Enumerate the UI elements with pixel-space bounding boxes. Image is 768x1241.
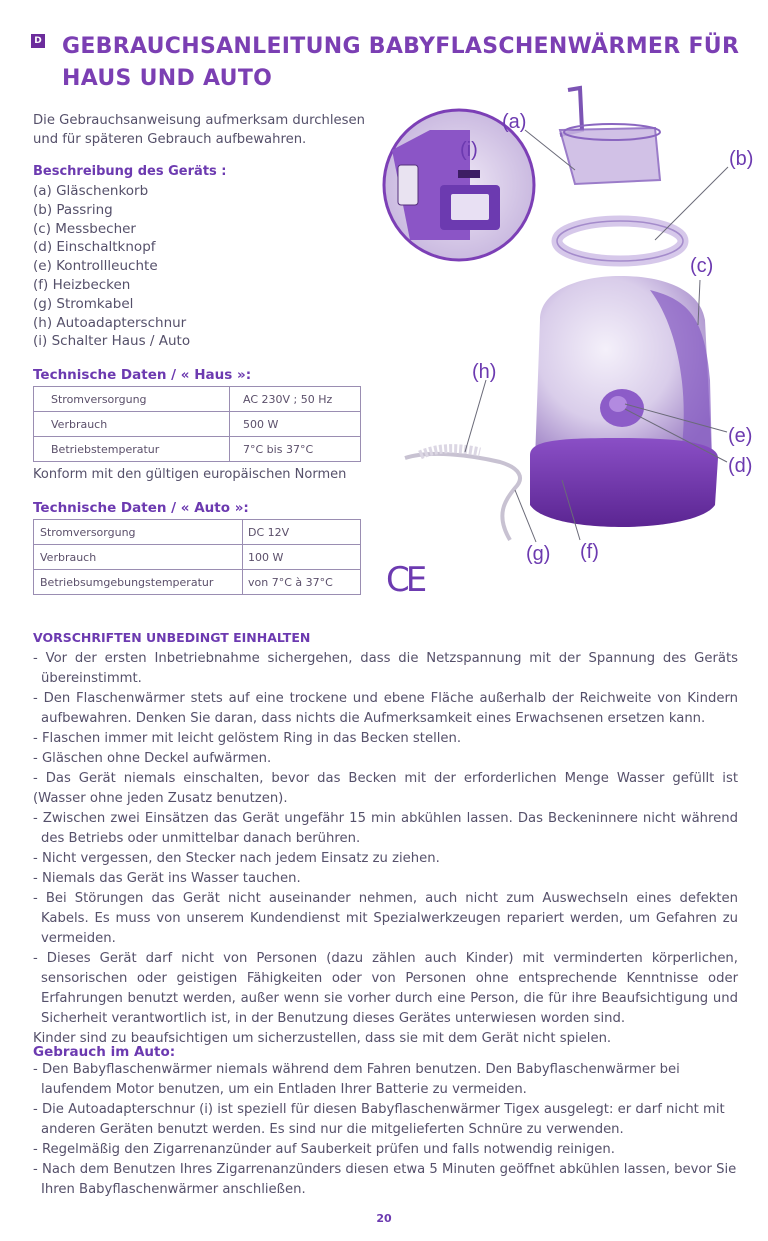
table-cell-label: Stromversorgung: [34, 387, 230, 412]
intro-text: Die Gebrauchsanweisung aufmerksam durchlesen und für späteren Gebrauch aufbewahren.: [33, 113, 365, 147]
list-item: - Das Gerät niemals einschalten, bevor das Becken mit der erforderlichen Menge Wasser gefüllt ist (Wasser ohne jeden Zusatz benutzen).: [33, 771, 738, 806]
list-item: - Zwischen zwei Einsätzen das Gerät ungefähr 15 min abkühlen lassen. Das Beckeninnere nicht während des Betriebs oder unmittelbar danach berühren.: [33, 811, 738, 846]
rules-closing: Kinder sind zu beaufsichtigen um sicherzustellen, dass sie mit dem Gerät nicht spielen.: [33, 1031, 612, 1046]
list-item: - Die Autoadapterschnur (i) ist speziell für diesen Babyflaschenwärmer Tigex ausgelegt: er darf nicht mit anderen Geräten benutzt werden. Es sind nur die mitgelieferten Schnüre zu verwenden.: [33, 1102, 725, 1137]
list-item: - Regelmäßig den Zigarrenanzünder auf Sauberkeit prüfen und falls notwendig reinigen.: [33, 1142, 615, 1157]
table-cell-label: Betriebsumgebungstemperatur: [34, 570, 243, 595]
list-item: - Flaschen immer mit leicht gelöstem Ring in das Becken stellen.: [33, 731, 462, 746]
label-h: (h): [472, 361, 497, 383]
label-g: (g): [526, 543, 551, 565]
description-item: (e) Kontrollleuchte: [33, 258, 158, 275]
tech-auto-table: [33, 519, 361, 595]
list-item: - Dieses Gerät darf nicht von Personen (dazu zählen auch Kinder) mit verminderten körperlichen, sensorischen oder geistigen Fähigkeiten oder von Personen ohne entsprechende Kenntnisse oder Erfahrungen benutzt werden, außer wenn sie vorher durch eine Person, die für ihre Beaufsichtigung und Sicherheit verantwortlich ist, in der Benutzung dieses Gerätes unterwiesen worden sind.: [33, 951, 738, 1026]
description-item: (f) Heizbecken: [33, 276, 131, 293]
table-cell-value: 500 W: [230, 412, 361, 437]
description-item: (a) Gläschenkorb: [33, 183, 149, 199]
table-row: [34, 545, 361, 570]
description-list: [33, 182, 190, 351]
ce-mark: CE: [386, 560, 424, 600]
table-row: [34, 570, 361, 595]
description-heading: Beschreibung des Geräts :: [33, 164, 227, 179]
tech-haus-table: [33, 386, 361, 462]
label-e: (e): [728, 425, 753, 447]
label-a: (a): [502, 111, 527, 133]
warmer-body: [530, 276, 718, 527]
list-item: - Niemals das Gerät ins Wasser tauchen.: [33, 871, 301, 886]
table-row: [34, 387, 361, 412]
auto-use-heading: Gebrauch im Auto:: [33, 1044, 176, 1060]
power-cord: [405, 449, 520, 540]
list-item: - Den Flaschenwärmer stets auf eine trockene und ebene Fläche außerhalb der Reichweite von Kindern aufbewahren. Denken Sie daran, dass nichts die Aufmerksamkeit eines Erwachsenen ersetzen kann.: [33, 691, 738, 726]
table-cell-label: Stromversorgung: [34, 520, 243, 545]
label-b: (b): [729, 148, 754, 170]
list-item: - Nach dem Benutzen Ihres Zigarrenanzünders diesen etwa 5 Minuten geöffnet abkühlen lassen, bevor Sie Ihren Babyflaschenwärmer anschließen.: [33, 1162, 737, 1197]
tech-auto-heading: Technische Daten / « Auto »:: [33, 500, 249, 516]
label-i: (i): [460, 139, 478, 161]
page-title: GEBRAUCHSANLEITUNG BABYFLASCHENWÄRMER FÜR HAUS UND AUTO: [62, 34, 740, 91]
list-item: - Bei Störungen das Gerät nicht auseinander nehmen, auch nicht zum Auswechseln eines defekten Kabels. Es muss von unserem Kundendienst mit Spezialwerkzeugen repariert werden, um Gefahren zu vermeiden.: [33, 891, 738, 946]
description-item: (h) Autoadapterschnur: [33, 314, 187, 331]
language-badge: D: [31, 34, 45, 48]
list-item: - Nicht vergessen, den Stecker nach jedem Einsatz zu ziehen.: [33, 851, 440, 866]
table-cell-value: 7°C bis 37°C: [230, 437, 361, 462]
description-item: (g) Stromkabel: [33, 295, 134, 312]
list-item: - Den Babyflaschenwärmer niemals während dem Fahren benutzen. Den Babyflaschenwärmer bei laufendem Motor benutzen, um ein Entladen Ihrer Batterie zu vermeiden.: [33, 1062, 680, 1097]
table-row: [34, 520, 361, 545]
table-cell-label: Verbrauch: [34, 545, 243, 570]
page-number: 20: [376, 1212, 392, 1225]
description-item: (d) Einschaltknopf: [33, 239, 156, 256]
auto-use-list: [33, 1060, 738, 1200]
table-cell-label: Betriebstemperatur: [34, 437, 230, 462]
table-cell-value: 100 W: [243, 545, 361, 570]
description-item: (c) Messbecher: [33, 220, 136, 237]
list-item: - Vor der ersten Inbetriebnahme sichergehen, dass die Netzspannung mit der Spannung des Geräts übereinstimmt.: [33, 651, 738, 686]
product-illustration: [380, 82, 768, 602]
label-f: (f): [580, 541, 599, 563]
table-cell-value: AC 230V ; 50 Hz: [230, 387, 361, 412]
rules-list: [33, 649, 738, 1049]
description-item: (b) Passring: [33, 201, 113, 218]
tech-haus-heading: Technische Daten / « Haus »:: [33, 367, 252, 383]
table-cell-value: von 7°C à 37°C: [243, 570, 361, 595]
table-cell-label: Verbrauch: [34, 412, 230, 437]
description-item: (i) Schalter Haus / Auto: [33, 333, 191, 350]
table-cell-value: DC 12V: [243, 520, 361, 545]
rules-heading: VORSCHRIFTEN UNBEDINGT EINHALTEN: [33, 630, 311, 645]
conformity-note: Konform mit den gültigen europäischen Normen: [33, 467, 347, 482]
table-row: [34, 437, 361, 462]
label-c: (c): [690, 255, 714, 277]
label-d: (d): [728, 455, 753, 477]
list-item: - Gläschen ohne Deckel aufwärmen.: [33, 751, 272, 766]
table-row: [34, 412, 361, 437]
